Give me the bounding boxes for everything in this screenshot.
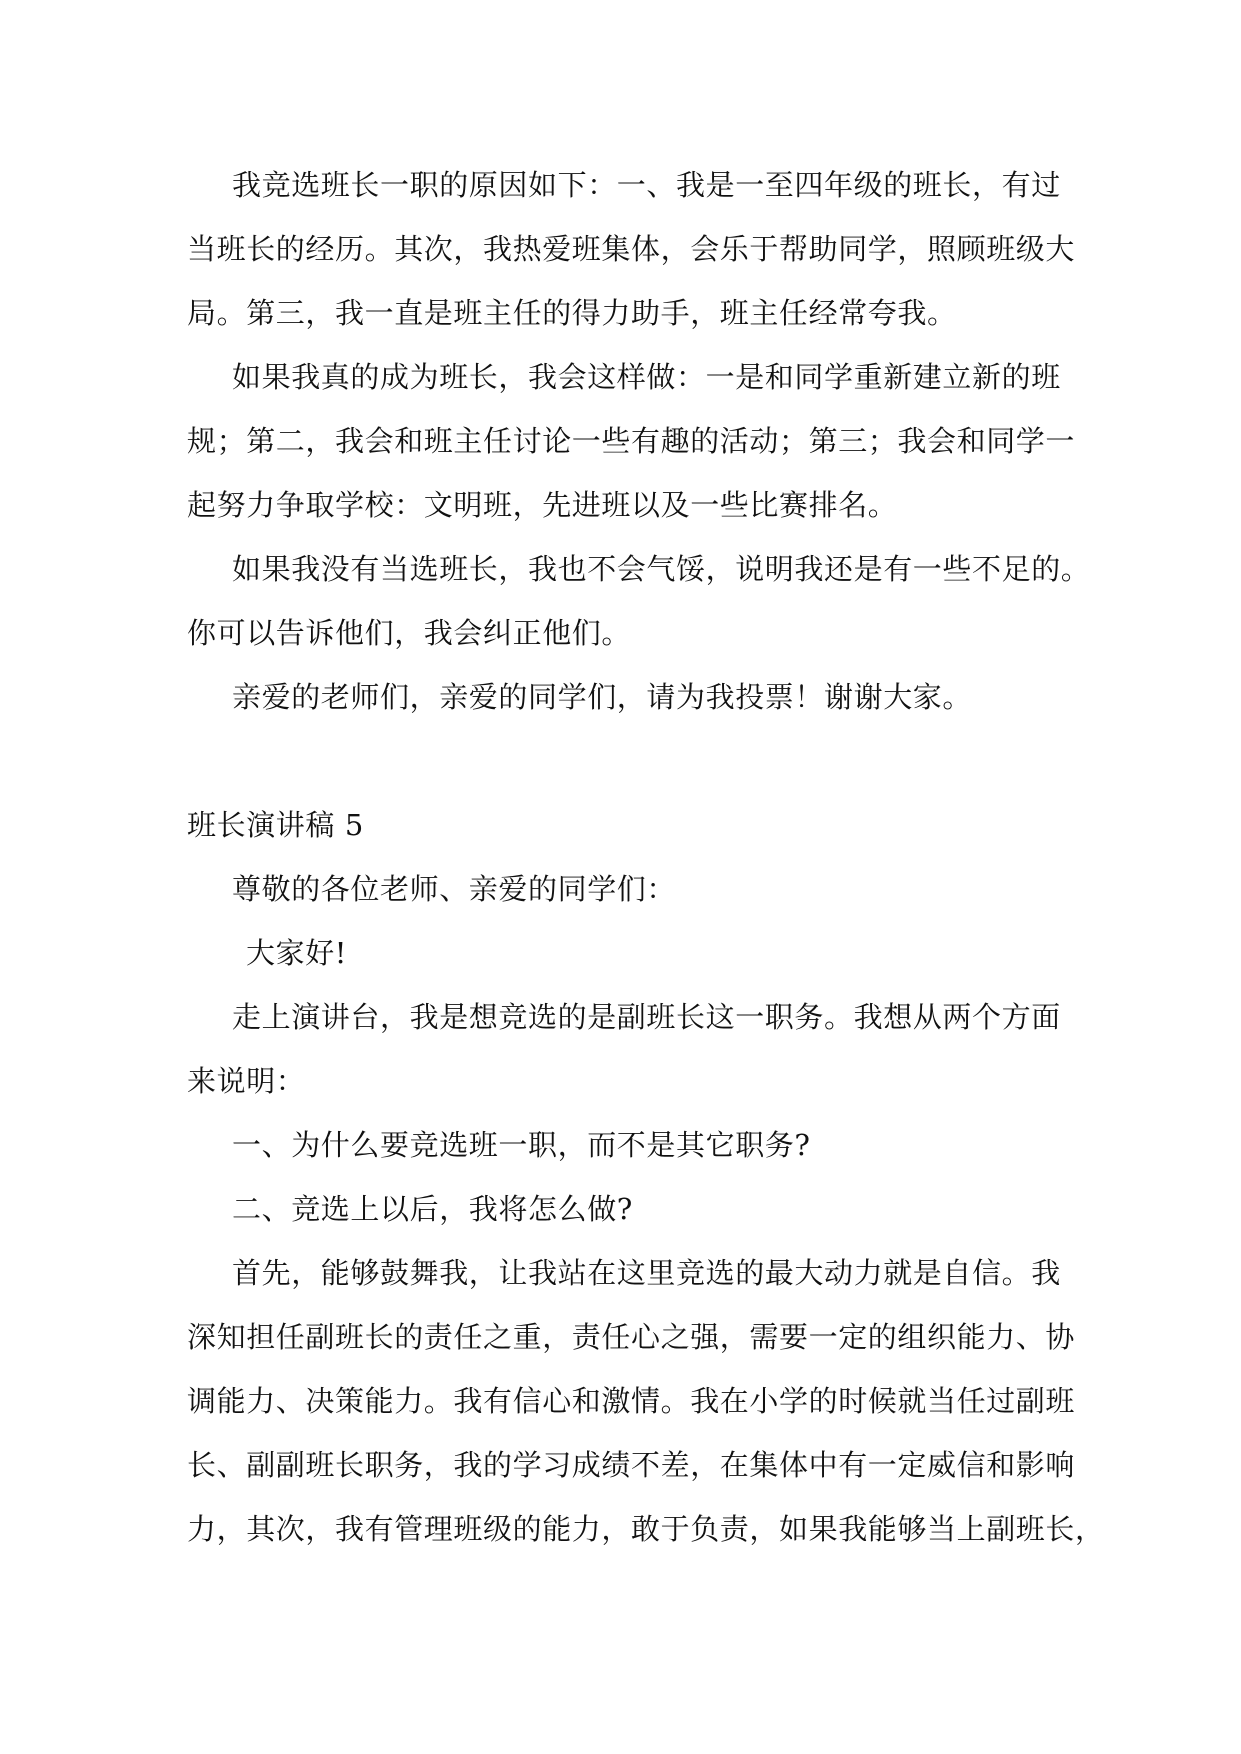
paragraph-1-line-1: 我竞选班长一职的原因如下：一、我是一至四年级的班长，有过: [232, 168, 1061, 202]
list-item-point-2: 二、竞选上以后，我将怎么做?: [232, 1192, 633, 1226]
paragraph-3-line-2: 你可以告诉他们，我会纠正他们。: [187, 616, 632, 650]
paragraph-6-line-1: 首先，能够鼓舞我，让我站在这里竞选的最大动力就是自信。我: [232, 1256, 1061, 1290]
paragraph-6-line-3: 调能力、决策能力。我有信心和激情。我在小学的时候就当任过副班: [187, 1384, 1076, 1418]
paragraph-6-line-2: 深知担任副班长的责任之重，责任心之强，需要一定的组织能力、协: [187, 1320, 1076, 1354]
paragraph-5-line-1: 走上演讲台，我是想竞选的是副班长这一职务。我想从两个方面: [232, 1000, 1061, 1034]
paragraph-1-line-3: 局。第三，我一直是班主任的得力助手，班主任经常夸我。: [187, 296, 957, 330]
paragraph-2-line-2: 规；第二，我会和班主任讨论一些有趣的活动；第三；我会和同学一: [187, 424, 1076, 458]
paragraph-6-line-5: 力，其次，我有管理班级的能力，敢于负责，如果我能够当上副班长，: [187, 1512, 1105, 1546]
paragraph-1-line-2: 当班长的经历。其次，我热爱班集体，会乐于帮助同学，照顾班级大: [187, 232, 1076, 266]
paragraph-3-line-1: 如果我没有当选班长，我也不会气馁，说明我还是有一些不足的。: [232, 552, 1091, 586]
paragraph-2-line-1: 如果我真的成为班长，我会这样做：一是和同学重新建立新的班: [232, 360, 1061, 394]
section-title: 班长演讲稿 5: [187, 808, 364, 842]
paragraph-4-line-1: 亲爱的老师们，亲爱的同学们，请为我投票！谢谢大家。: [232, 680, 973, 714]
paragraph-6-line-4: 长、副副班长职务，我的学习成绩不差，在集体中有一定威信和影响: [187, 1448, 1076, 1482]
list-item-point-1: 一、为什么要竞选班一职，而不是其它职务?: [232, 1128, 811, 1162]
paragraph-5-line-2: 来说明：: [187, 1064, 306, 1098]
salutation: 尊敬的各位老师、亲爱的同学们：: [232, 872, 677, 906]
paragraph-2-line-3: 起努力争取学校：文明班，先进班以及一些比赛排名。: [187, 488, 898, 522]
greeting: 大家好!: [246, 936, 348, 970]
